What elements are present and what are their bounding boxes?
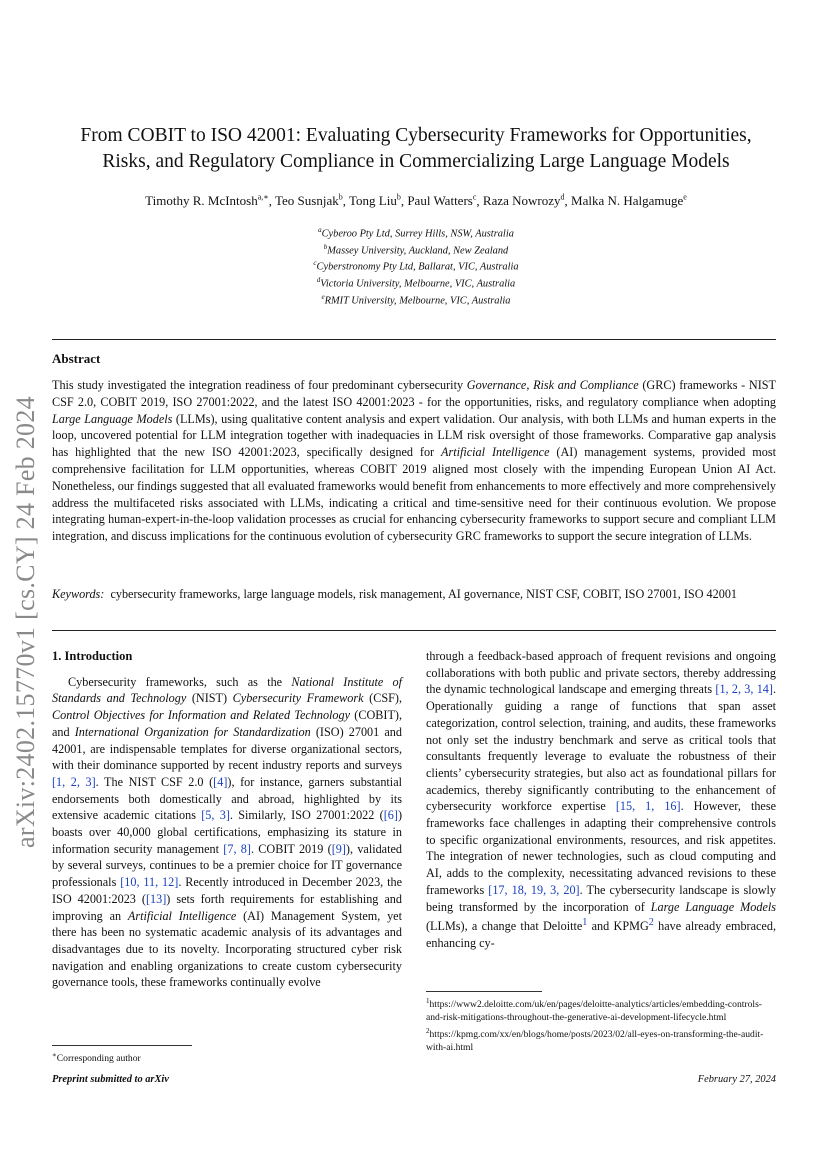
abstract-body: This study investigated the integration readiness of four predominant cybersecurity Governance, Risk and Compliance (GRC) frameworks - NIST CSF 2.0, COBIT 2019, ISO 27001:2022, and the latest ISO 42001:2023 - for the opportunities, risks, and regulatory compliance when adopting Large Language Models (LLMs), using qualitative content analysis and expert validation. Our analysis, with both LLMs and human experts in the loop, uncovered potential for LLM integration together with inadequacies in LLM risk oversight of those frameworks. Comparative gap analysis has highlighted that the new ISO 42001:2023, specifically designed for Artificial Intelligence (AI) management systems, provided most comprehensive facilitation for LLM opportunities, whereas COBIT 2019 aligned most closely with the impending European Union AI Act. Nonetheless, our findings suggested that all evaluated frameworks would benefit from enhancements to more effectively and more comprehensively address the multifaceted risks associated with LLMs, indicating a critical and time-sensitive need for their continuous evolution. We propose integrating human-expert-in-the-loop validation processes as crucial for enhancing cybersecurity frameworks to support secure and compliant LLM integration, and discuss implications for the continuous evolution of cybersecurity GRC frameworks to support the secure integration of LLMs. [52,378,777,544]
section-heading: 1. Introduction [52,649,133,663]
citation-link[interactable]: [7, 8] [223,841,251,856]
footnote-url[interactable]: https://kpmg.com/xx/en/blogs/home/posts/2023/02/all-eyes-on-transforming-the-audit-with-ai.html [426,1029,764,1054]
citation-link[interactable]: [6] [383,808,398,823]
right-column [426,648,776,952]
author: Malka N. Halgamuge$^e$ [571,193,687,209]
citation-link[interactable]: [1, 2, 3, 14] [715,682,773,697]
title-line-2: Risks, and Regulatory Compliance in Commercializing Large Language Models [102,151,730,172]
footnote: $^2$https://kpmg.com/xx/en/blogs/home/posts/2023/02/all-eyes-on-transforming-the-audit-with-ai.html [426,1027,764,1054]
keywords [52,586,776,603]
intro-paragraph-right: through a feedback-based approach of frequent revisions and ongoing collaborations with both public and private sectors, thereby addressing the dynamic technological landscape and emerging threats [1, 2, 3, 14]. Operationally guiding a range of functions that span asset categorization, control selection, training, and audits, these frameworks not only set the industry benchmark and serve as critical tools that consultants frequently leverage to evaluate the robustness of their clients’ cybersecurity strategies, but also act as foundational pillars for academics, thereby significantly contributing to the enhancement of cybersecurity workforce expertise [15, 1, 16]. However, these frameworks face challenges in adapting their comprehensive controls to specific organizational environments, resources, and risk appetites. The integration of newer technologies, such as cloud computing and AI, adds to the complexity, necessitating advanced revisions to these frameworks [17, 18, 19, 3, 20]. The cybersecurity landscape is slowly being transformed by the incorporation of Large Language Models (LLMs), a change that Deloitte$^1$ and KPMG$^2$ have already embraced, enhancing cy- [426,649,776,951]
citation-link[interactable]: [17, 18, 19, 3, 20] [488,882,580,897]
footnote-divider-right [426,991,542,992]
footnote-ref[interactable]: 2 [648,917,654,929]
author: Tong Liu$^b$ [348,193,401,209]
footnote: $^1$https://www2.deloitte.com/uk/en/pages/deloitte-analytics/articles/embedding-controls-and-risk-mitigations-throughout-the-generative-ai-development-lifecycle.html [426,997,762,1024]
citation-link[interactable]: [15, 1, 16] [615,799,681,814]
top-divider [52,339,776,340]
title-line-1: From COBIT to ISO 42001: Evaluating Cybersecurity Frameworks for Opportunities, [80,125,752,146]
footer-left: Preprint submitted to arXiv [52,1074,169,1085]
citation-link[interactable]: [10, 11, 12] [120,875,179,890]
citation-link[interactable]: [4] [213,774,228,789]
author-list: Timothy R. McIntosh$^{a,∗}$, Teo Susnjak$^b$, Tong Liu$^b$, Paul Watters$^c$, Raza Nowrozy$^d$, Malka N. Halgamuge$^e$ [145,193,687,209]
keywords-text: cybersecurity frameworks, large language models, risk management, AI governance, NIST CSF, COBIT, ISO 27001, ISO 42001 [110,587,738,601]
abstract-heading: Abstract [52,351,101,366]
footnote-url[interactable]: https://www2.deloitte.com/uk/en/pages/deloitte-analytics/articles/embedding-controls-and-risk-mitigations-throughout-the-generative-ai-development-lifecycle.html [426,999,762,1024]
affiliation-list [56,224,776,307]
footnotes-right [426,995,776,1054]
footer-date: February 27, 2024 [697,1074,776,1085]
affiliation: $^e$RMIT University, Melbourne, VIC, Australia [321,292,511,307]
affiliation: $^a$Cyberoo Pty Ltd, Surrey Hills, NSW, Australia [318,226,514,240]
author: Teo Susnjak$^b$ [274,193,343,209]
citation-link[interactable]: [9] [331,841,346,856]
author: Raza Nowrozy$^d$ [482,193,565,209]
affiliation: $^d$Victoria University, Melbourne, VIC, Australia [316,276,516,290]
author: Paul Watters$^c$ [407,193,477,209]
footnote-divider-left [52,1045,192,1046]
footnote-ref[interactable]: 1 [582,917,588,929]
arxiv-identifier-stamp [6,362,46,882]
keywords-label: Keywords: [52,587,105,601]
left-column [52,648,402,991]
paper-title [56,123,776,175]
intro-paragraph-left: Cybersecurity frameworks, such as the National Institute of Standards and Technology (NIST) Cybersecurity Framework (CSF), Control Objectives for Information and Related Technology (COBIT), and International Organization for Standardization (ISO) 27001 and 42001, are indispensable templates for diverse organizational sectors, with their dominance supported by recent industry reports and surveys [1, 2, 3]. The NIST CSF 2.0 ([4]), for instance, garners substantial endorsements both domestically and abroad, highlighted by its extensive academic citations [5, 3]. Similarly, ISO 27001:2022 ([6]) boasts over 40,000 global certifications, emphasizing its stature in information security management [7, 8]. COBIT 2019 ([9]), validated by several surveys, continues to be a premier choice for IT governance professionals [10, 11, 12]. Recently introduced in December 2023, the ISO 42001:2023 ([13]) sets forth requirements for establishing and improving an Artificial Intelligence (AI) Management System, yet there has been no systematic academic analysis of its advantages and disadvantages due to its novelty. Incorporating structured cyber risk navigation and enabling organizations to create custom cybersecurity governance tools, these frameworks continually evolve [52,674,403,990]
affiliation: $^b$Massey University, Auckland, New Zealand [323,242,509,257]
citation-link[interactable]: [1, 2, 3] [52,774,96,789]
arxiv-identifier-text: arXiv:2402.15770v1 [cs.CY] 24 Feb 2024 [11,396,40,848]
citation-link[interactable]: [13] [145,891,167,906]
footnote-corresponding: ∗Corresponding author [52,1051,141,1065]
bottom-divider [52,630,776,631]
author: Timothy R. McIntosh$^{a,∗}$ [145,193,269,209]
affiliation: $^c$Cyberstronomy Pty Ltd, Ballarat, VIC, Australia [313,259,519,273]
citation-link[interactable]: [5, 3] [201,808,230,823]
